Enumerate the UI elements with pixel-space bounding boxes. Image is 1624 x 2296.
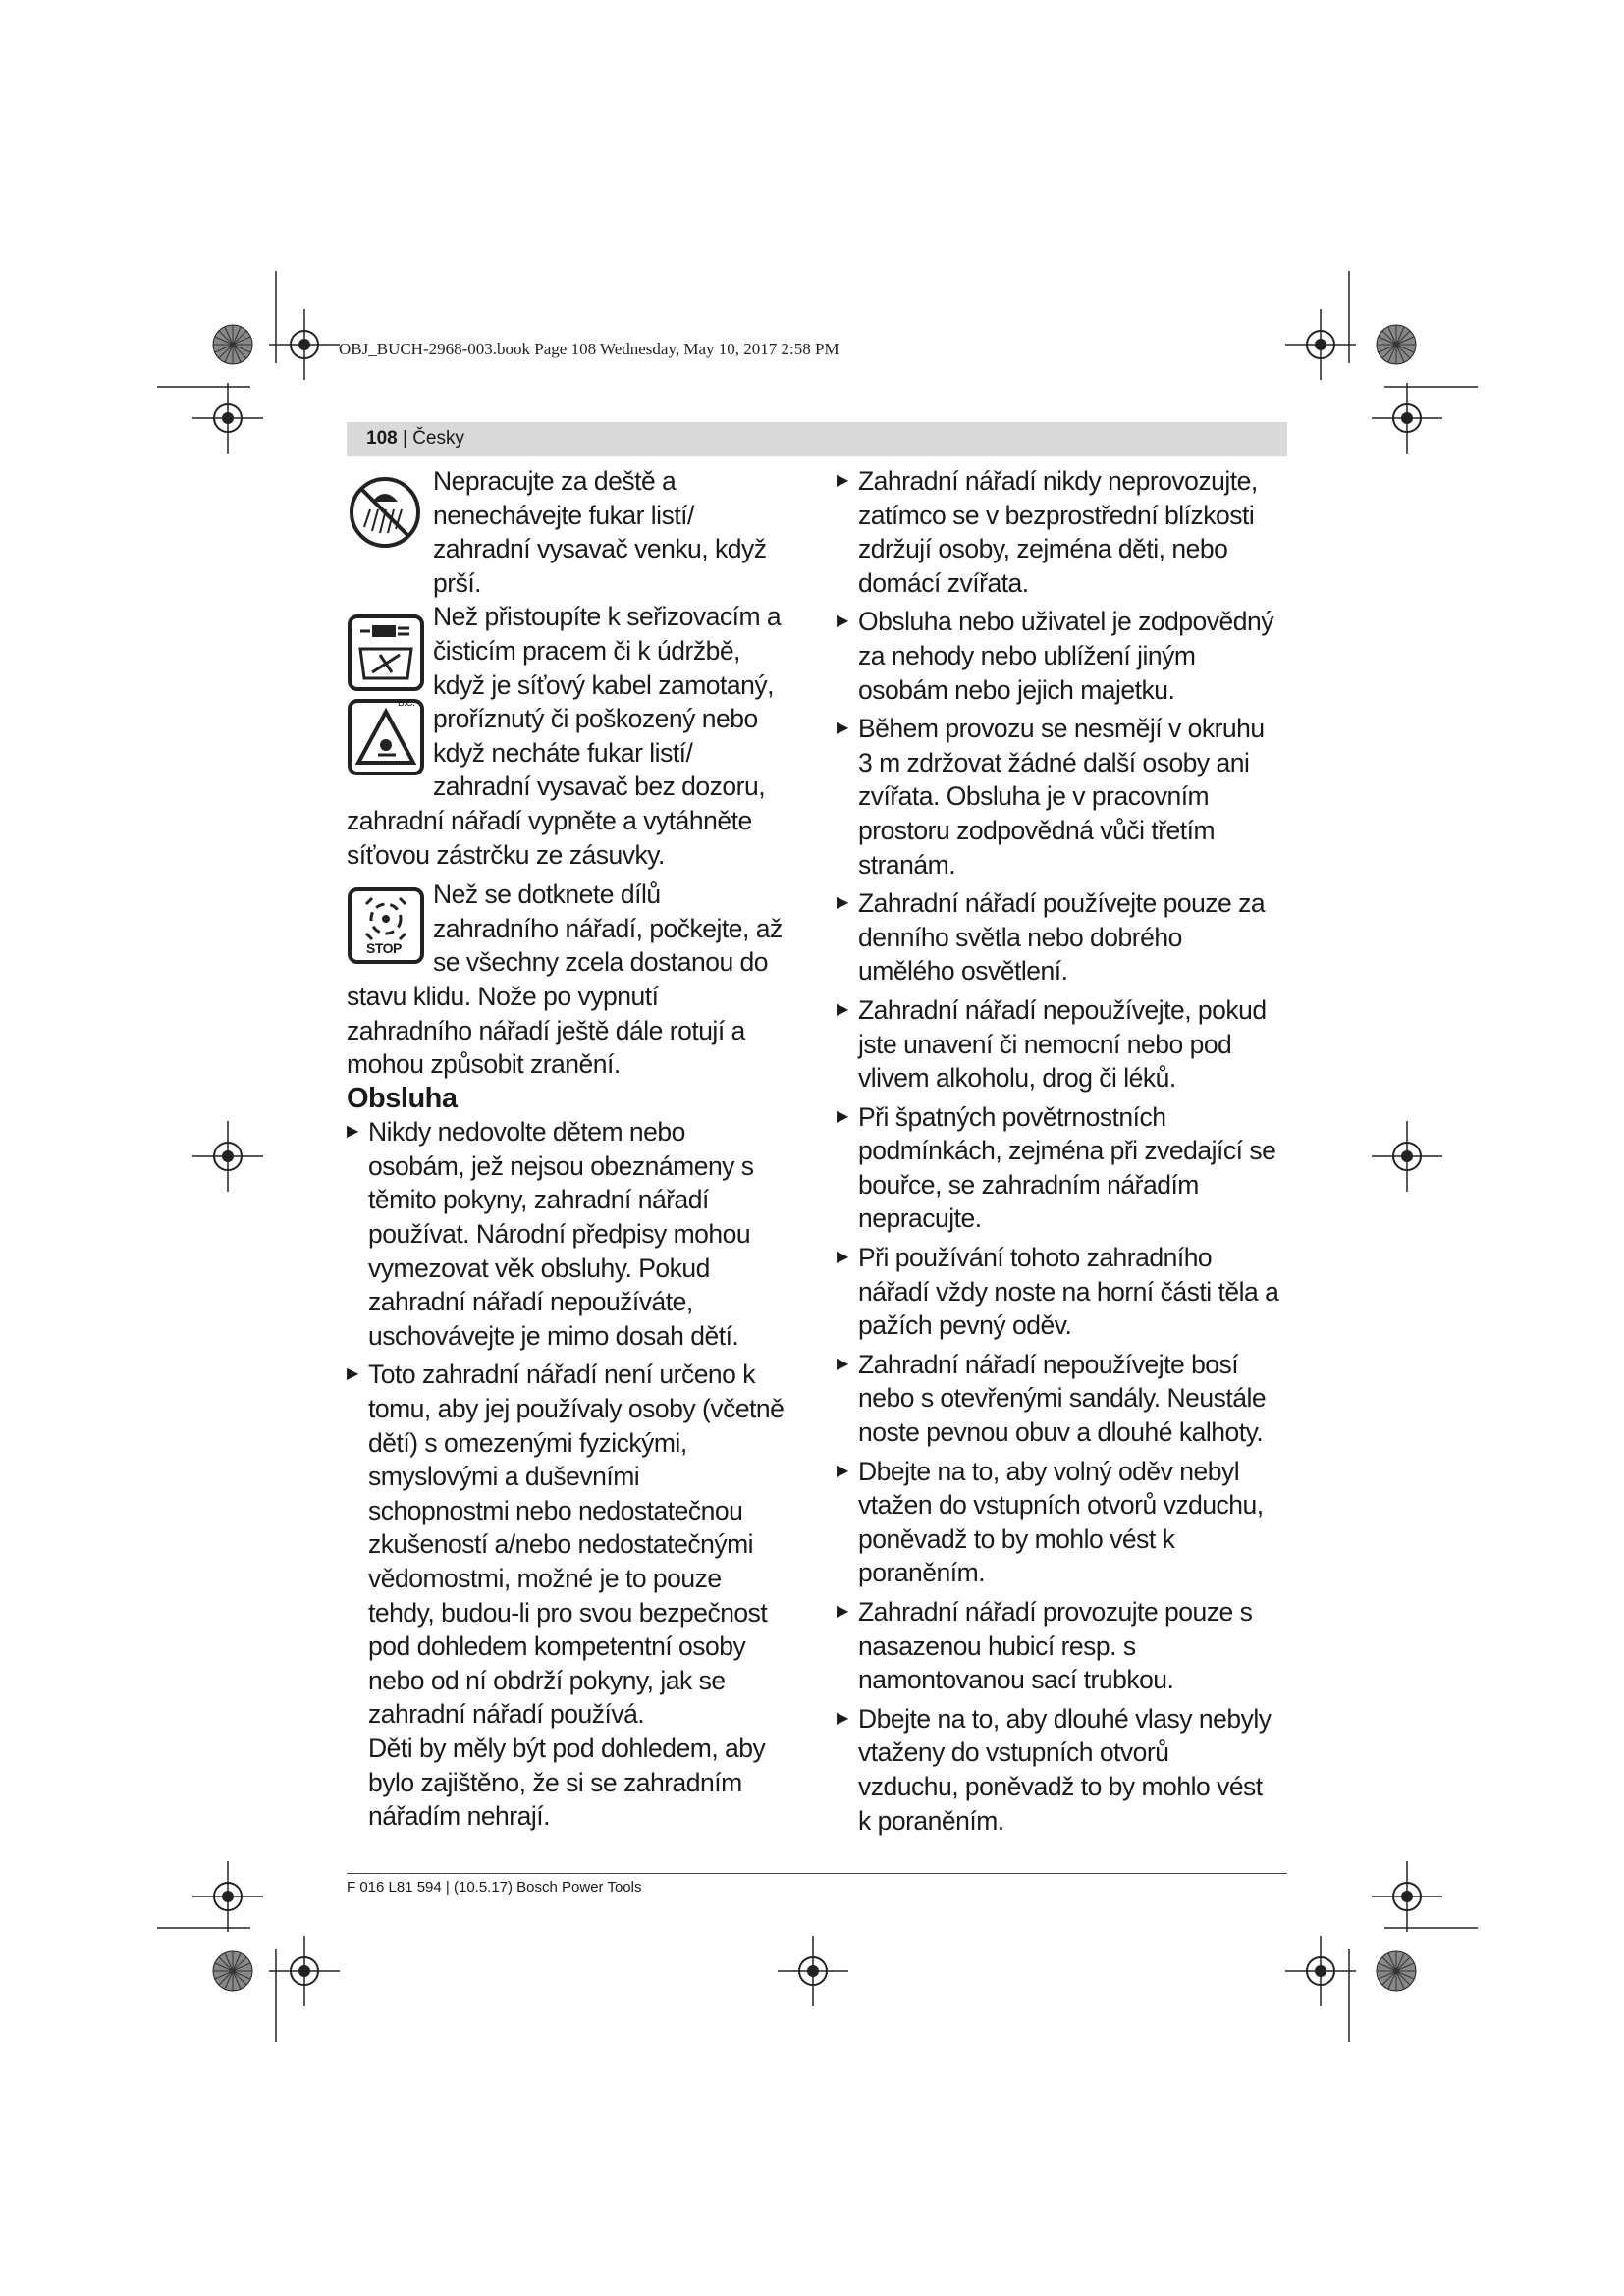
footer-text: F 016 L81 594 | (10.5.17) Bosch Power Tools (347, 1879, 642, 1896)
bullet-item (837, 1100, 1298, 1236)
stop-line-6: mohou způsobit zranění. (347, 1049, 621, 1080)
bullet-line: schopnostmi nebo nedostatečnou (368, 1495, 743, 1525)
bullet-line: ▶ Nikdy nedovolte dětem nebo (368, 1117, 685, 1148)
bullet-line: nářadí vždy noste na horní části těla a (858, 1276, 1279, 1307)
maintenance-line-7: zahradní nářadí vypněte a vytáhněte (347, 805, 752, 835)
unplug-before-maintenance-icon (347, 614, 425, 692)
bullet-line: tehdy, budou-li pro svou bezpečnost (368, 1597, 768, 1628)
bullet-line: zvířata. Obsluha je v pracovním (858, 781, 1210, 812)
bullet-line: zatímco se v bezprostřední blízkosti (858, 500, 1255, 530)
bullet-line: ▶ Při používání tohoto zahradního (858, 1243, 1213, 1273)
registration-mark-icon (1372, 1861, 1442, 1932)
page-header-text: 108 | Česky (366, 428, 464, 449)
bullet-item (837, 993, 1298, 1095)
bullet-line: nebo od ní obdrží pokyny, jak se (368, 1665, 726, 1695)
bullet-line: za nehody nebo ublížení jiným (858, 640, 1196, 670)
bullet-line: bylo zajištěno, že si se zahradním (368, 1767, 742, 1797)
bullet-line: namontovanou sací trubkou. (858, 1665, 1174, 1695)
bullet-line: zdržují osoby, zejména děti, nebo (858, 534, 1228, 564)
registration-mark-icon (778, 1936, 848, 2006)
maintenance-line-8: síťovou zástrčku ze zásuvky. (347, 839, 665, 870)
bullet-line: bouřce, se zahradním nářadím (858, 1169, 1199, 1200)
bullet-line: ▶ Dbejte na to, aby volný oděv nebyl (858, 1456, 1240, 1486)
bullet-line: ▶ Toto zahradní nářadí není určeno k (368, 1360, 756, 1390)
bullet-item (347, 1115, 808, 1353)
maintenance-line-1: Než přistoupíte k seřizovacím a (433, 602, 782, 632)
bullet-line: osobám, jež nejsou obeznámeny s (368, 1150, 754, 1181)
bullet-line: poraněním. (858, 1558, 986, 1588)
bullet-item (837, 886, 1298, 988)
page-footer (347, 1873, 1287, 1896)
page-number: 108 (366, 428, 398, 449)
registration-star-icon (1377, 1951, 1416, 1991)
bullet-item (837, 1595, 1298, 1697)
bullet-line: k poraněním. (858, 1805, 1004, 1836)
stop-line-1: Než se dotknete dílů (433, 880, 661, 910)
bullet-line: stranám. (858, 849, 956, 880)
bullet-line: osobám nebo jejich majetku. (858, 674, 1175, 705)
registration-star-icon (1377, 325, 1416, 364)
bullet-line: vtažen do vstupních otvorů vzduchu, (858, 1490, 1264, 1521)
bullet-line: podmínkách, zejména při zvedající se (858, 1136, 1276, 1166)
bullet-line: prostoru zodpovědná vůči třetím (858, 815, 1216, 845)
left-column (347, 464, 808, 1839)
page-header (347, 422, 1287, 456)
registration-mark-icon (192, 1861, 263, 1932)
bullet-line: nasazenou hubicí resp. s (858, 1630, 1136, 1661)
maintenance-line-2: čisticím pracem či k údržbě, (433, 635, 740, 666)
bullet-line: vědomostmi, možné je to pouze (368, 1564, 722, 1593)
bullet-line: ▶ Zahradní nářadí nikdy neprovozujte, (858, 466, 1258, 496)
registration-mark-icon (269, 1936, 340, 2006)
bullet-item (837, 1455, 1298, 1590)
bullet-line: těmito pokyny, zahradní nářadí (368, 1185, 709, 1215)
bullet-line: dětí) s omezenými fyzickými, (368, 1427, 687, 1458)
stop-line-3: se všechny zcela dostanou do (433, 947, 769, 978)
bullet-line: nebo s otevřenými sandály. Neustále (858, 1383, 1267, 1414)
section-heading-obsluha: Obsluha (347, 1082, 458, 1114)
stop-line-5: zahradního nářadí ještě dále rotují a (347, 1015, 745, 1045)
bullet-line: denního světla nebo dobrého (858, 922, 1182, 952)
page-language: Česky (412, 428, 464, 449)
bullet-line: ▶ Zahradní nářadí používejte pouze za (858, 888, 1266, 919)
bullet-line: vzduchu, poněvadž to by mohlo vést (858, 1771, 1263, 1801)
maintenance-line-4: proříznutý či poškozený nebo (433, 704, 758, 734)
bullet-line: ▶ Dbejte na to, aby dlouhé vlasy nebyly (858, 1703, 1272, 1734)
bullet-line: nářadím nehrají. (368, 1801, 550, 1832)
no-rain-icon (347, 474, 423, 551)
bullet-line: poněvadž to by mohlo vést k (858, 1523, 1175, 1554)
bullet-line: uschovávejte je mimo dosah dětí. (368, 1320, 739, 1351)
bullet-item (347, 1358, 808, 1833)
bullet-line: tomu, aby jej používaly osoby (včetně (368, 1394, 785, 1424)
bullet-line: zahradní nářadí nepoužíváte, (368, 1287, 693, 1317)
bullet-item (837, 1241, 1298, 1343)
bullet-line: nepracujte. (858, 1203, 982, 1234)
bullet-line: pažích pevný oděv. (858, 1310, 1072, 1341)
stop-line-2: zahradního nářadí, počkejte, až (433, 913, 783, 943)
bullet-line: vlivem alkoholu, drog či léků. (858, 1063, 1176, 1094)
bullet-line: domácí zvířata. (858, 567, 1029, 598)
bc-label: B.C. (398, 698, 415, 709)
maintenance-line-3: když je síťový kabel zamotaný, (433, 669, 774, 700)
bullet-line: zkušeností a/nebo nedostatečnými (368, 1529, 754, 1560)
rain-warning-line-3: zahradní vysavač venku, když (433, 534, 767, 564)
stop-label: STOP (366, 940, 402, 956)
bullet-line: ▶ Zahradní nářadí nepoužívejte, pokud (858, 994, 1267, 1025)
bullet-line: noste pevnou obuv a dlouhé kalhoty. (858, 1417, 1264, 1448)
bullet-item (837, 712, 1298, 881)
bullet-line: vtaženy do vstupních otvorů (858, 1737, 1169, 1768)
maintenance-line-5: když necháte fukar listí/ (433, 737, 693, 768)
registration-star-icon (213, 325, 252, 364)
bullet-line: pod dohledem kompetentní osoby (368, 1631, 746, 1662)
bullet-line: ▶ Během provozu se nesmějí v okruhu (858, 714, 1265, 744)
bullet-line: smyslovými a duševními (368, 1462, 640, 1492)
bullet-line: ▶ Při špatných povětrnostních (858, 1101, 1166, 1132)
registration-mark-icon (192, 383, 263, 454)
registration-mark-icon (1372, 1121, 1442, 1192)
rain-warning-line-1: Nepracujte za deště a (433, 466, 677, 496)
bullet-item (837, 1348, 1298, 1450)
read-manual-warning-icon (347, 698, 425, 776)
bullet-line: vymezovat věk obsluhy. Pokud (368, 1253, 710, 1283)
registration-mark-icon (1285, 309, 1356, 380)
right-column (837, 464, 1298, 1842)
registration-mark-icon (1372, 383, 1442, 454)
registration-mark-icon (192, 1121, 263, 1192)
bullet-line: umělého osvětlení. (858, 956, 1068, 987)
bullet-item (837, 464, 1298, 600)
bullet-line: ▶ Zahradní nářadí nepoužívejte bosí (858, 1349, 1239, 1379)
registration-mark-icon (1285, 1936, 1356, 2006)
rain-warning-line-4: prší. (433, 567, 482, 598)
bullet-line: Děti by měly být pod dohledem, aby (368, 1733, 766, 1763)
print-slug: OBJ_BUCH-2968-003.book Page 108 Wednesday, May 10, 2017 2:58 PM (339, 340, 839, 358)
bullet-line: ▶ Zahradní nářadí provozujte pouze s (858, 1597, 1253, 1627)
registration-star-icon (213, 1951, 252, 1991)
bullet-line: ▶ Obsluha nebo uživatel je zodpovědný (858, 607, 1273, 637)
maintenance-line-6: zahradní vysavač bez dozoru, (433, 772, 766, 802)
bullet-line: používat. Národní předpisy mohou (368, 1219, 751, 1250)
bullet-line: jste unavení či nemocní nebo pod (858, 1029, 1232, 1059)
bullet-line: zahradní nářadí používá. (368, 1699, 645, 1730)
bullet-item (837, 605, 1298, 707)
stop-line-4: stavu klidu. Nože po vypnutí (347, 981, 659, 1011)
bullet-line: 3 m zdržovat žádné další osoby ani (858, 747, 1250, 777)
registration-mark-icon (269, 309, 340, 380)
rain-warning-line-2: nenechávejte fukar listí/ (433, 500, 694, 530)
bullet-item (837, 1702, 1298, 1838)
